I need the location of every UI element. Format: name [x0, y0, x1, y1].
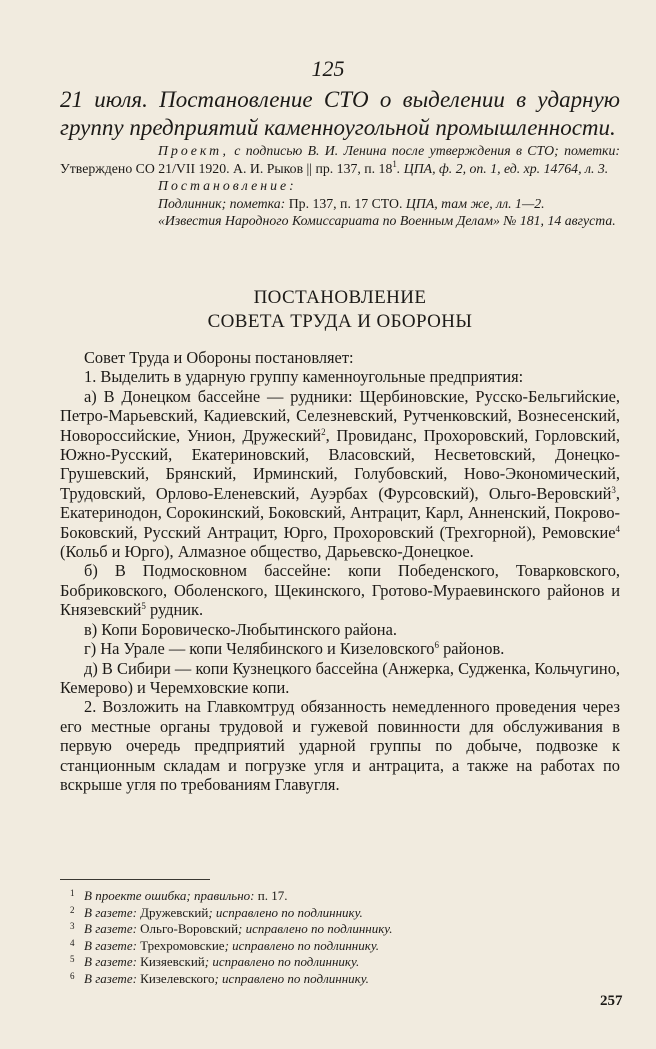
footnote-tail: .: [284, 888, 288, 903]
act-item-1b: [60, 561, 620, 619]
footnote-number: 6: [70, 970, 75, 981]
footnote-number: 1: [70, 888, 75, 898]
footnote-ref-2: 2: [321, 426, 326, 437]
source-draft-lead: Проект,: [158, 143, 229, 158]
item-a-part-1: а) В Донецком бассейне — рудники: Щербиновские, Русско-Бельгийские, Петро-Марьевский, Кадиевский, Селезневский, Рутченковский, Вознесенский, Новороссийские, Унион, Дружеский: [60, 386, 620, 445]
source-notes: [60, 142, 620, 230]
document-title: 21 июля. Постановление СТО о выделении в ударную группу предприятий каменноугольной промышленности.: [60, 87, 620, 140]
footnote-5: [60, 954, 620, 971]
footnote-ref-1: 1: [392, 158, 397, 169]
source-resolution-label: [60, 177, 620, 195]
footnote-label: В газете:: [84, 921, 141, 937]
footnote-6: [60, 971, 620, 988]
act-item-1: 1. Выделить в ударную группу каменноугольные предприятия:: [84, 367, 524, 387]
item-b-part-2: рудник.: [145, 600, 204, 620]
source-draft-signature: с подписью В. И. Ленина после утверждения в СТО; пометки:: [228, 143, 620, 158]
footnote-label: В газете:: [84, 937, 141, 953]
act-item-1a: [60, 387, 620, 562]
footnote-3: [60, 921, 620, 938]
footnote-tail: ; исправлено по подлиннику.: [214, 970, 369, 986]
footnote-value: Кизяевский: [140, 954, 205, 970]
footnote-value: п. 17: [257, 888, 285, 903]
item-g-part-2: районов.: [438, 639, 505, 659]
act-item-1d: д) В Сибири — копи Кузнецкого бассейна (Анжерка, Судженка, Кольчугино, Кемерово) и Черемховские копи.: [60, 658, 620, 697]
footnote-1: [60, 888, 620, 905]
item-a-part-4: (Кольб и Юрго), Алмазное общество, Дарьевско-Донецкое.: [60, 542, 474, 562]
act-item-1g: [60, 639, 620, 658]
footnote-ref-5: 5: [141, 601, 146, 612]
footnote-tail: ; исправлено по подлиннику.: [224, 937, 380, 953]
footnote-4: [60, 938, 620, 955]
source-original-mark: Пр. 137, п. 17 СТО.: [288, 195, 406, 211]
footnote-ref-3: 3: [611, 484, 616, 495]
footnote-value: Дружевский: [140, 904, 209, 920]
act-body: [60, 348, 620, 794]
item-b-part-1: б) В Подмосковном бассейне: копи Победенского, Товарковского, Бобриковского, Оболенского, Щекинского, Гротово-Мураевинского районов и Князевский: [60, 561, 620, 620]
item-g-part-1: г) На Урале — копи Челябинского и Кизеловского: [84, 639, 435, 659]
act-intro: Совет Труда и Обороны постановляет:: [84, 348, 354, 367]
act-item-2: 2. Возложить на Главкомтруд обязанность немедленного проведения через его местные органы трудовой и гужевой повинности для обслуживания в первую очередь предприятий ударной группы по добыче, подвозке к станционным складам и погрузке угля и антрацита, а также на работах по вскрыше угля по требованиям Главугля.: [60, 697, 620, 794]
footnote-2: [60, 905, 620, 922]
document-number: 125: [311, 56, 345, 81]
act-item-1v: в) Копи Боровическо-Любытинского района.: [84, 619, 397, 639]
source-draft-archive: . ЦПА, ф. 2, оп. 1, ед. хр. 14764, л. 3.: [396, 160, 609, 176]
page-number: 257: [600, 993, 623, 1009]
source-draft-mark: Утверждено СО 21/VII 1920. А. И. Рыков || пр. 137, п. 18: [60, 160, 393, 176]
footnote-label: В проекте ошибка; правильно:: [84, 888, 258, 903]
source-newspaper: [60, 212, 620, 230]
footnote-number: 5: [70, 954, 75, 965]
footnotes: [60, 888, 620, 988]
footnote-ref-6: 6: [434, 640, 439, 651]
footnote-tail: ; исправлено по подлиннику.: [204, 954, 360, 970]
footnote-number: 4: [70, 937, 75, 948]
footnote-ref-4: 4: [615, 523, 620, 534]
footnote-number: 3: [70, 921, 75, 932]
source-original-lead: Подлинник; пометка:: [158, 195, 289, 211]
act-heading: [60, 286, 620, 334]
source-original: [60, 195, 620, 213]
footnote-tail: ; исправлено по подлиннику.: [208, 904, 363, 920]
item-a-part-2: , Провиданс, Прохоровский, Горловский, Южно-Русский, Екатериновский, Власовский, Несветовский, Донецко-Грушевский, Брянский, Ирминский, Голубовский, Ново-Экономический, Трудовский, Орлово-Еленевский, Ауэрбах (Фурсовский), Ольго-Веровский: [60, 425, 620, 503]
footnote-value: Кизелевского: [140, 970, 215, 986]
footnote-number: 2: [70, 904, 75, 915]
act-heading-line-2: СОВЕТА ТРУДА И ОБОРОНЫ: [207, 311, 473, 332]
footnote-tail: ; исправлено по подлиннику.: [238, 921, 393, 937]
source-original-archive: ЦПА, там же, лл. 1—2.: [405, 195, 545, 211]
footnote-value: Ольго-Воровский: [140, 921, 239, 937]
footnote-divider: [60, 879, 210, 880]
footnote-label: В газете:: [84, 954, 141, 970]
source-draft: [60, 142, 620, 177]
act-heading-line-1: ПОСТАНОВЛЕНИЕ: [253, 287, 427, 308]
footnote-value: Трехромовские: [140, 937, 225, 953]
item-a-part-3: , Екатеринодон, Сорокинский, Боковский, Антрацит, Карл, Анненский, Покрово-Боковский, Русский Антрацит, Юрго, Прохоровский (Трехгорной), Ремовские: [60, 483, 620, 542]
source-resolution-lead: Постановление:: [158, 178, 297, 194]
source-newspaper-text: «Известия Народного Комиссариата по Военным Делам» № 181, 14 августа.: [158, 213, 616, 229]
footnote-label: В газете:: [84, 904, 141, 920]
footnote-label: В газете:: [84, 970, 141, 986]
